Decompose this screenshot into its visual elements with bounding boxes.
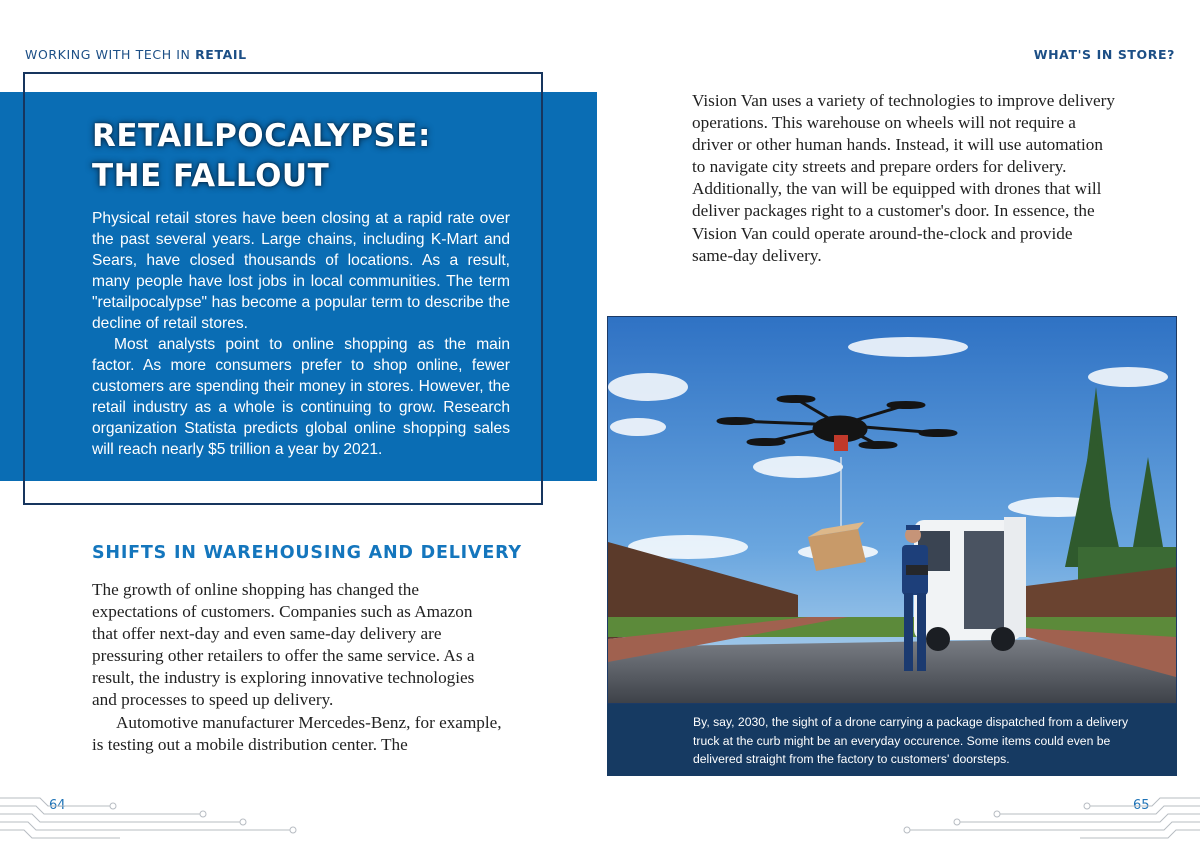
sidebar-box-paragraph: Most analysts point to online shopping as the main factor. As more consumers prefer to shop online, fewer customers are spending their money in stores. However, the retail industry as a whole is continuing to grow. Research organization Statista predicts global online shopping sales will reach nearly $5 trillion a year by 2021. xyxy=(92,336,510,458)
right-body-text xyxy=(692,90,1117,267)
sidebar-box-text xyxy=(92,208,510,460)
sidebar-box-paragraph: Physical retail stores have been closing at a rapid rate over the past several years. Large chains, including K-Mart and Sears, have closed thousands of locations. As a result, many people have lost jobs in local communities. The term "retailpocalypse" has become a popular term to describe the decline of retail stores. xyxy=(92,210,510,332)
body-paragraph: The growth of online shopping has changed the expectations of customers. Companies such as Amazon that offer next-day and even same-day delivery are pressuring other retailers to offer the same service. As a result, the industry is exploring innovative technologies and processes to speed up delivery. xyxy=(92,580,475,710)
circuit-decoration-left xyxy=(0,790,310,842)
van xyxy=(914,517,1026,651)
body-paragraph: Vision Van uses a variety of technologies to improve delivery operations. This warehouse on wheels will not require a driver or other human hands. Instead, it will use automation to navigate city streets and prepare orders for delivery. Additionally, the van will be equipped with drones that will deliver packages right to a customer's door. In essence, the Vision Van could operate around-the-clock and provide same-day delivery. xyxy=(692,91,1115,265)
running-head-left-prefix: WORKING WITH TECH IN xyxy=(25,47,196,62)
page-number-right: 65 xyxy=(1133,798,1150,813)
page-number-left: 64 xyxy=(49,798,66,813)
sidebar-box-title-line1: RETAILPOCALYPSE: xyxy=(92,118,431,154)
left-body-text xyxy=(92,579,502,756)
running-head-left xyxy=(25,47,247,62)
drone-delivery-photo xyxy=(607,316,1177,704)
running-head-right: WHAT'S IN STORE? xyxy=(1033,47,1175,62)
photo-caption: By, say, 2030, the sight of a drone carrying a package dispatched from a delivery truck at the curb might be an everyday occurence. Some items could even be delivered straight from the factory to customers' doorsteps. xyxy=(693,715,1129,766)
sidebar-box-title-line2: THE FALLOUT xyxy=(92,158,330,194)
section-heading: SHIFTS IN WAREHOUSING AND DELIVERY xyxy=(92,543,522,563)
circuit-decoration-right xyxy=(885,790,1200,842)
sidebar-box-title xyxy=(92,116,552,196)
running-head-left-bold: RETAIL xyxy=(195,47,247,62)
body-paragraph: Automotive manufacturer Mercedes-Benz, for example, is testing out a mobile distribution center. The xyxy=(92,712,502,754)
